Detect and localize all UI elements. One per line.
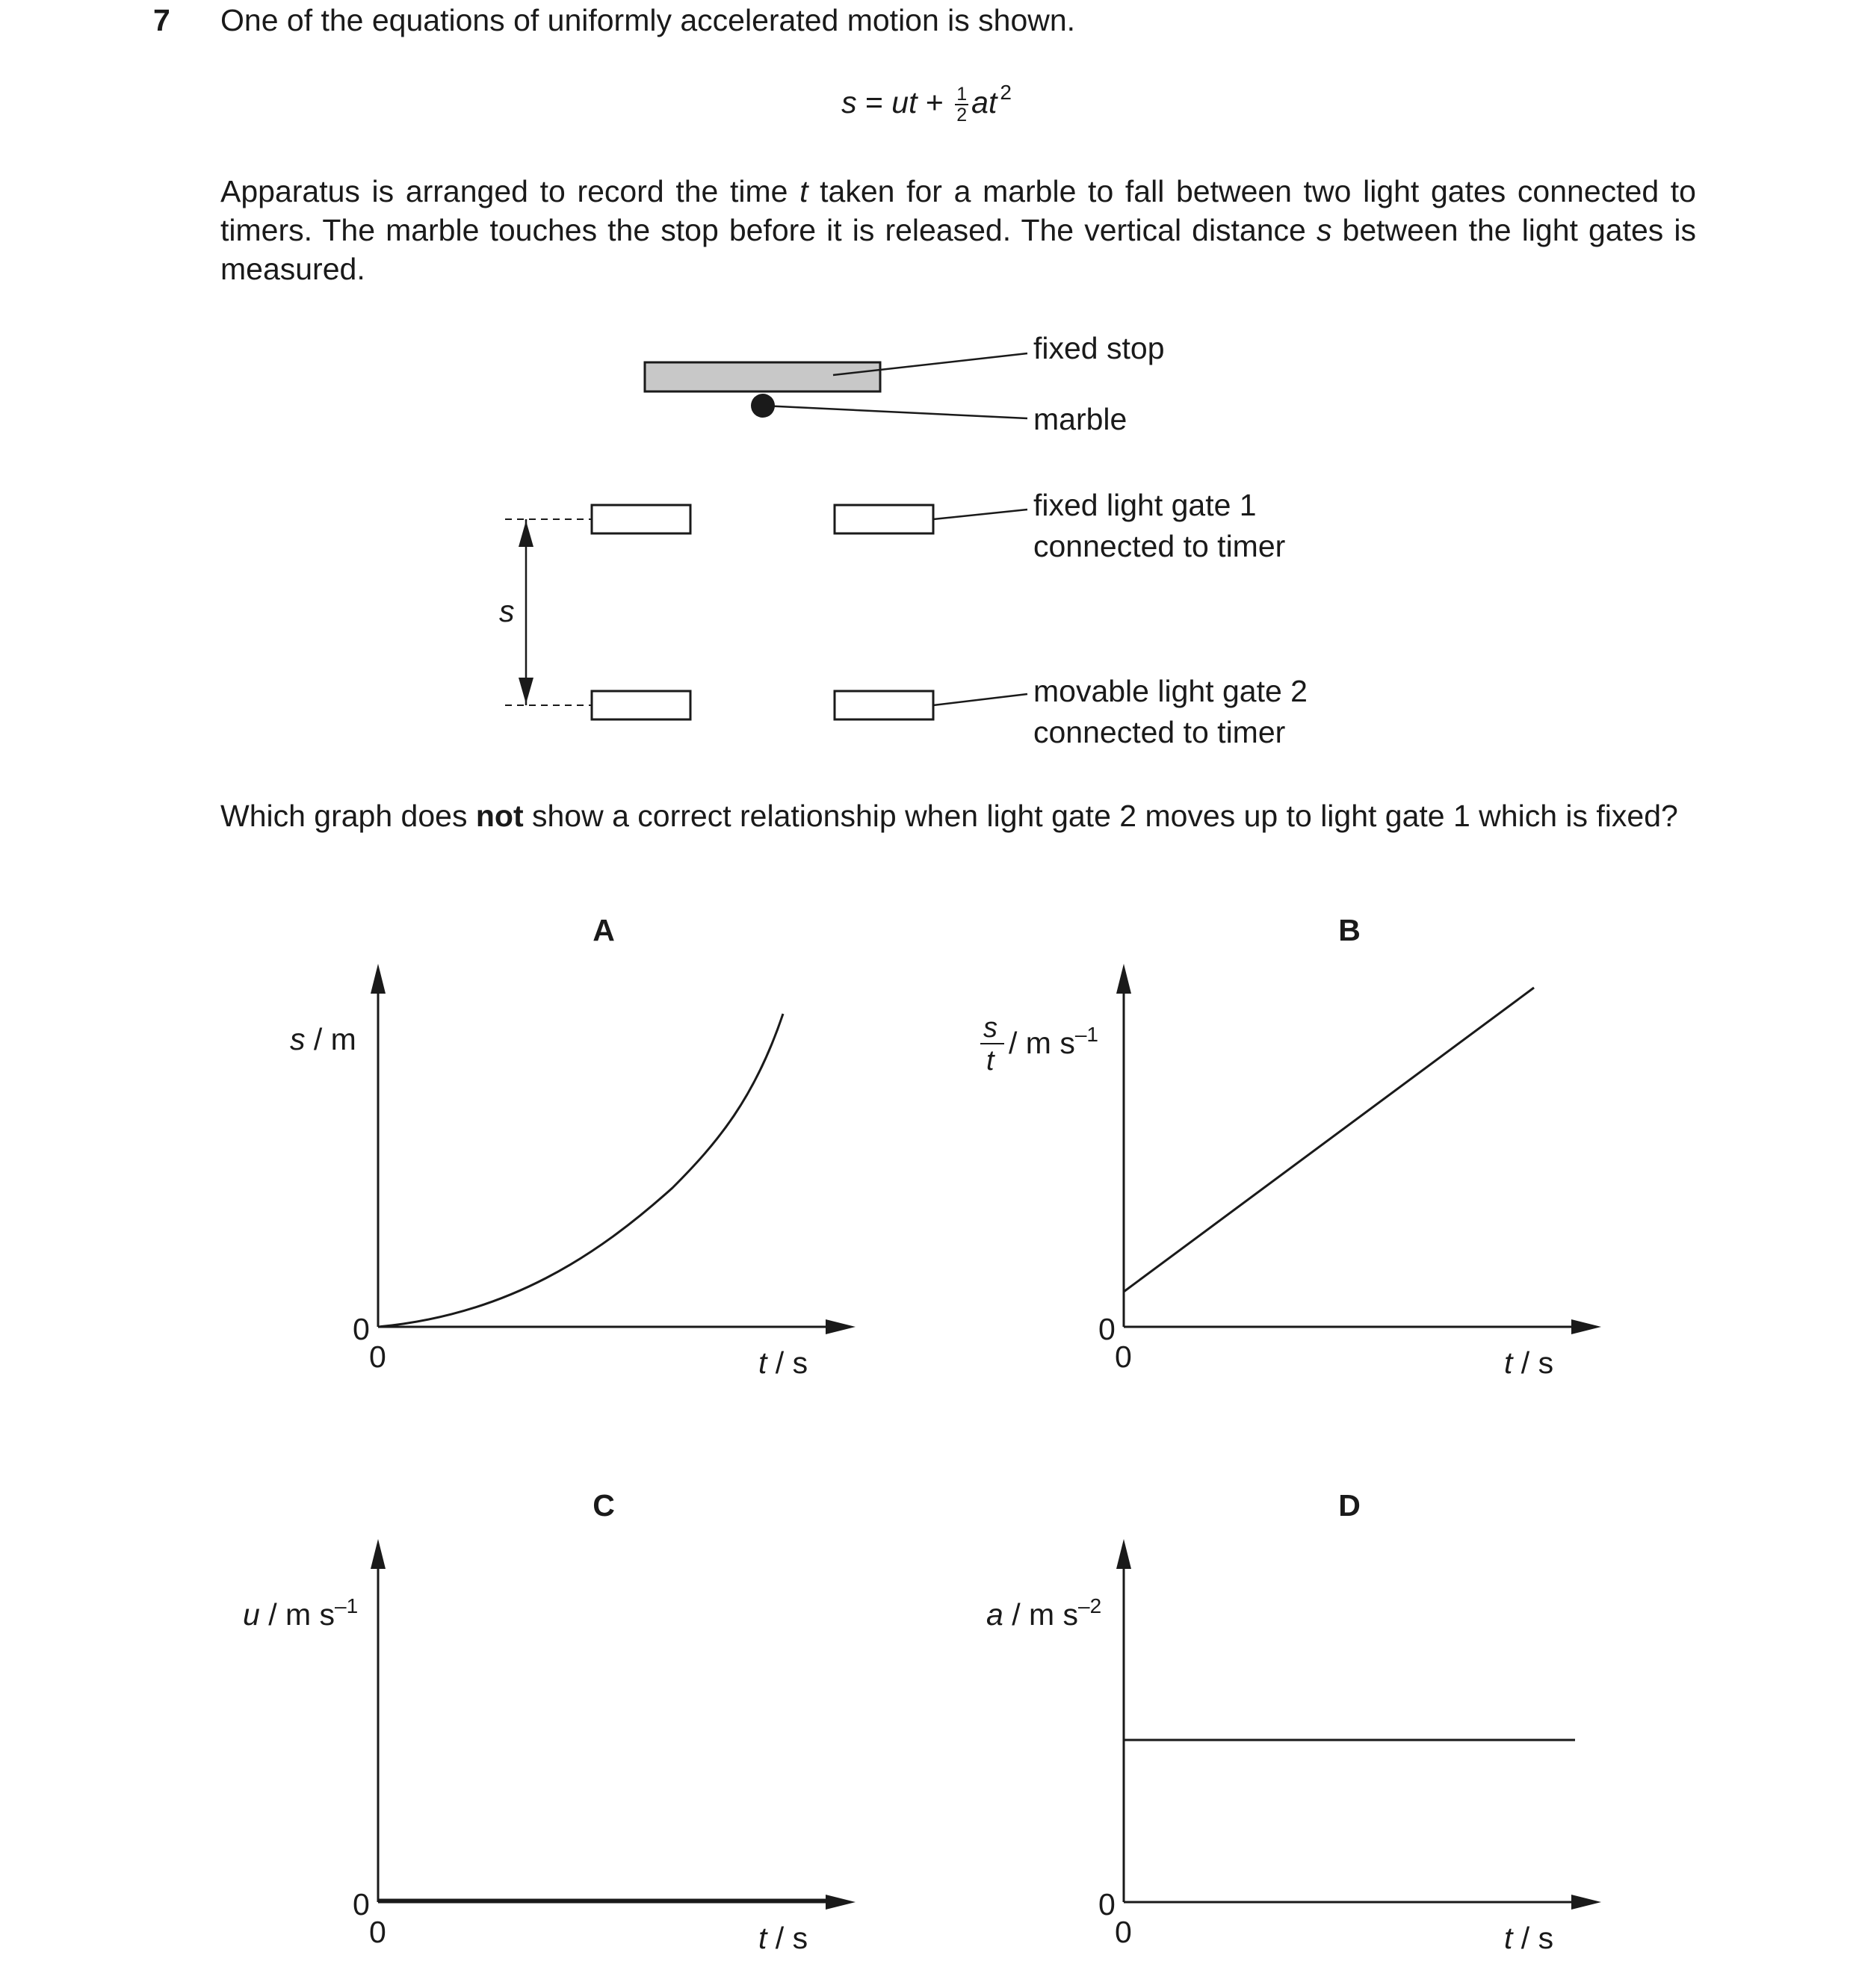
equation-equals: = xyxy=(856,85,892,120)
graph-B-origin-x: 0 xyxy=(1115,1340,1132,1374)
graph-D-ylabel: a / m $s^{-2}$ xyxy=(986,1594,1102,1632)
prompt-emphasis: not xyxy=(475,799,524,833)
graph-A xyxy=(290,913,856,1380)
fraction-denominator: 2 xyxy=(956,105,968,126)
label-fixed-stop: fixed stop xyxy=(1033,331,1165,365)
fixed-stop-leader xyxy=(833,353,1027,375)
prompt-text-1: Which graph does xyxy=(220,799,476,833)
label-gate1-line2: connected to timer xyxy=(1033,529,1286,563)
para-text-3: between the light gates is measured. xyxy=(220,213,1696,286)
equation xyxy=(0,81,1853,125)
graph-C xyxy=(243,1488,856,1955)
graph-D-xlabel: t / s xyxy=(1504,1921,1554,1955)
question-prompt xyxy=(220,796,1696,835)
prompt-text-2: show a correct relationship when light gate 2 moves up to light gate 1 which is fixed? xyxy=(523,799,1678,833)
graph-B-xlabel: t / s xyxy=(1504,1346,1554,1380)
graph-A-letter: A xyxy=(593,913,615,947)
graph-D-letter: D xyxy=(1338,1488,1361,1523)
apparatus-paragraph xyxy=(220,172,1696,288)
light-gate-1-right xyxy=(835,505,933,533)
distance-label: s xyxy=(499,594,515,628)
graph-C-xlabel: t / s xyxy=(758,1921,808,1955)
equation-ut: ut xyxy=(891,85,918,120)
graph-A-origin-y: 0 xyxy=(353,1312,370,1346)
marble xyxy=(751,394,775,418)
equation-at: at xyxy=(971,85,997,120)
graph-C-origin-x: 0 xyxy=(369,1915,386,1949)
graph-D-origin-y: 0 xyxy=(1098,1887,1116,1922)
label-marble: marble xyxy=(1033,402,1127,436)
para-text-2: taken for a marble to fall between two light gates connected to timers. The marble touches the stop before it is released. The vertical distance xyxy=(220,174,1696,247)
graph-D xyxy=(986,1488,1601,1955)
graph-B-ylabel-s: s xyxy=(983,1012,997,1044)
graph-B-y-arrow xyxy=(1116,964,1131,994)
light-gate-2-right xyxy=(835,691,933,719)
gate2-leader xyxy=(933,694,1027,705)
light-gate-2-left xyxy=(592,691,690,719)
fixed-stop xyxy=(645,362,880,391)
gate1-leader xyxy=(933,510,1027,519)
graph-C-origin-y: 0 xyxy=(353,1887,370,1922)
fraction-numerator: 1 xyxy=(956,84,968,105)
para-text-1: Apparatus is arranged to record the time xyxy=(220,174,800,208)
graph-D-x-arrow xyxy=(1571,1895,1601,1910)
graph-A-xlabel: t / s xyxy=(758,1346,808,1380)
equation-s: s xyxy=(841,85,857,120)
equation-fraction xyxy=(955,84,968,125)
question-intro: One of the equations of uniformly accelerated motion is shown. xyxy=(220,3,1076,37)
graph-C-letter: C xyxy=(593,1488,615,1523)
equation-plus: + xyxy=(917,85,953,120)
graph-B-x-arrow xyxy=(1571,1319,1601,1334)
graph-A-x-arrow xyxy=(826,1319,856,1334)
graph-B-ylabel-unit: / m $s^{-1}$ xyxy=(1009,1023,1098,1060)
graph-A-origin-x: 0 xyxy=(369,1340,386,1374)
label-gate2-line2: connected to timer xyxy=(1033,715,1286,749)
graph-A-ylabel: s / m xyxy=(290,1022,356,1056)
marble-leader xyxy=(763,406,1027,418)
graph-A-y-arrow xyxy=(371,964,386,994)
graph-C-x-arrow xyxy=(826,1895,856,1910)
graph-B-letter: B xyxy=(1338,913,1361,947)
graph-A-curve xyxy=(378,1014,783,1327)
para-var-t: t xyxy=(799,174,808,208)
light-gate-1-left xyxy=(592,505,690,533)
graph-D-y-arrow xyxy=(1116,1539,1131,1569)
label-gate2-line1: movable light gate 2 xyxy=(1033,674,1308,708)
graph-D-origin-x: 0 xyxy=(1115,1915,1132,1949)
para-var-s: s xyxy=(1316,213,1332,247)
graph-B-line xyxy=(1124,988,1534,1292)
distance-arrowhead-up xyxy=(519,521,533,547)
distance-arrowhead-down xyxy=(519,678,533,704)
label-gate1-line1: fixed light gate 1 xyxy=(1033,488,1257,522)
graph-C-y-arrow xyxy=(371,1539,386,1569)
graph-B-origin-y: 0 xyxy=(1098,1312,1116,1346)
graph-B xyxy=(980,913,1601,1380)
graph-C-ylabel: u / m $s^{-1}$ xyxy=(243,1594,359,1632)
question-number: 7 xyxy=(153,3,170,37)
graph-B-ylabel-t: t xyxy=(986,1045,994,1077)
equation-exponent: 2 xyxy=(1000,81,1012,104)
